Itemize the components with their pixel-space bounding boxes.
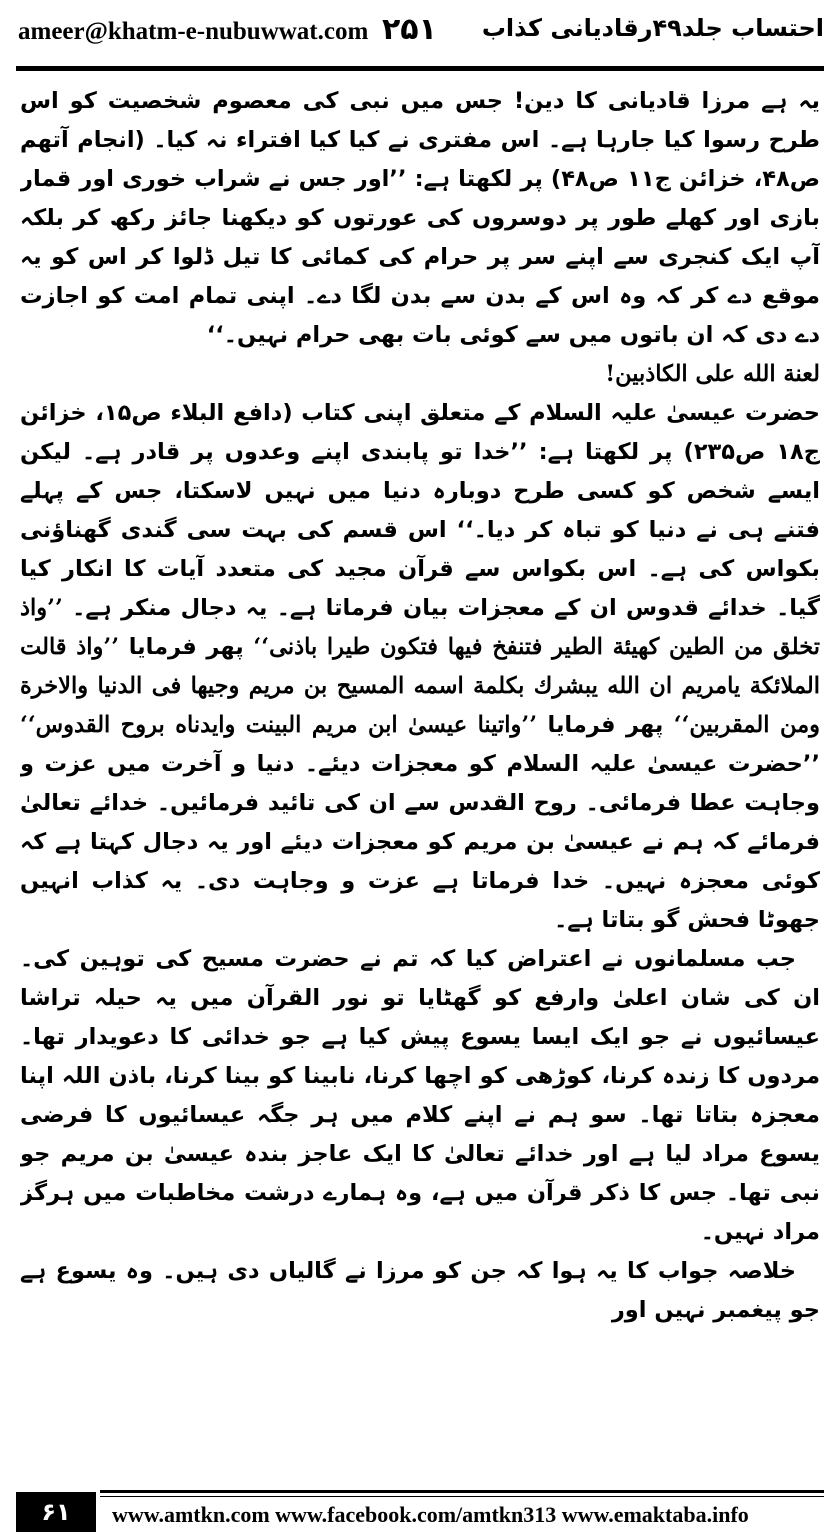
page-header: [0, 0, 840, 70]
page-footer: [0, 1488, 840, 1540]
phir-farmaya-1: پھر فرمایا: [128, 634, 244, 660]
paragraph-3-text: ’’حضرت عیسیٰ علیہ السلام کو معجزات دیئے۔ دنیا و آخرت میں عزت و وجاہت عطا فرمائی۔ روح القدس سے ان کی تائید فرمائیں۔ خدائے تعالیٰ فرمائے کہ ہم نے عیسیٰ بن مریم کو معجزات دیئے اور یہ دجال کہتا ہے کہ کوئی معجزہ نہیں۔ خدا فرماتا ہے عزت و وجاہت دی۔ یہ کذاب انہیں جھوٹا فحش گو بتاتا ہے۔: [20, 751, 820, 933]
header-divider: [16, 66, 824, 71]
phir-farmaya-2: پھر فرمایا: [547, 712, 664, 738]
header-book-title: احتساب جلد۴۹رقادیانی کذاب: [481, 14, 824, 42]
quran-verse-1: ’’واذ تخلق من الطین کهیئة الطیر فتنفخ فیها فتکون طیرا باذنی‘‘: [20, 595, 820, 660]
paragraph-5: خلاصہ جواب کا یہ ہوا کہ جن کو مرزا نے گالیاں دی ہیں۔ وہ یسوع ہے جو پیغمبر نہیں اور: [20, 1258, 820, 1323]
footer-divider-thin: [100, 1496, 824, 1497]
paragraph-1: یہ ہے مرزا قادیانی کا دین! جس میں نبی کی معصوم شخصیت کو اس طرح رسوا کیا جارہا ہے۔ اس مفتری نے کیا کیا افتراء نہ کیا۔ (انجام آتھم ص۴۸، خزائن ج۱۱ ص۴۸) پر لکھتا ہے: ’’اور جس نے شراب خوری اور قمار بازی اور کھلے طور پر دوسروں کی عورتوں کو دیکھنا جائز رکھ کر بلکہ آپ ایک کنجری سے اپنے سر پر حرام کی کمائی کا تیل ڈلوا کر اس کو یہ موقع دے کر کہ وہ اس کے بدن سے بدن لگا دے۔ اپنی تمام امت کو اجازت دے دی کہ ان باتوں میں سے کوئی بات بھی حرام نہیں۔‘‘: [20, 88, 820, 348]
footer-divider: [100, 1490, 824, 1493]
footer-links: www.amtkn.com www.facebook.com/amtkn313 www.emaktaba.info: [112, 1502, 749, 1527]
footer-page-number: ۶۱: [16, 1492, 96, 1532]
header-page-number: ۲۵۱: [382, 12, 437, 47]
quran-verse-2: ’’واذ قالت الملائکة یامریم ان الله یبشرك بكلمة اسمه المسیح بن مریم وجیها فی الدنیا والاخرة ومن المقربین‘‘: [20, 634, 820, 738]
header-email: ameer@khatm-e-nubuwwat.com: [18, 18, 369, 45]
quran-verse-3: ’’واتینا عیسیٰ ابن مریم البینت وایدناه بروح القدوس‘‘: [20, 712, 538, 738]
paragraph-4: جب مسلمانوں نے اعتراض کیا کہ تم نے حضرت مسیح کی توہین کی۔ ان کی شان اعلیٰ وارفع کو گھٹایا تو نور القرآن میں یہ حیلہ تراشا عیسائیوں نے جو ایک ایسا یسوع پیش کیا ہے جو خدائی کا دعویدار تھا۔ مردوں کا زندہ کرنا، کوڑھی کو اچھا کرنا، نابینا کو بینا کرنا، باذن اللہ اپنا معجزہ بتاتا تھا۔ سو ہم نے اپنے کلام میں ہر جگہ عیسائیوں کا فرضی یسوع مراد لیا ہے اور خدائے تعالیٰ کا ایک عاجز بندہ عیسیٰ بن مریم جو نبی تھا۔ جس کا ذکر قرآن میں ہے، وہ ہمارے درشت مخاطبات میں ہرگز مراد نہیں۔: [20, 946, 820, 1245]
curse-line: لعنة الله علی الکاذبین!: [605, 361, 820, 387]
main-text: [20, 82, 820, 1467]
paragraph-2-text: حضرت عیسیٰ علیہ السلام کے متعلق اپنی کتاب (دافع البلاء ص۱۵، خزائن ج۱۸ ص۲۳۵) پر لکھتا ہے: ’’خدا تو پابندی اپنے وعدوں پر قادر ہے۔ لیکن ایسے شخص کو کسی طرح دوبارہ دنیا میں نہیں لاسکتا، جس کے پہلے فتنے ہی نے دنیا کو تباہ کر دیا۔‘‘ اس قسم کی بہت سی گندی گھناؤنی بکواس کی ہے۔ اس بکواس سے قرآن مجید کی متعدد آیات کا انکار کیا گیا۔ خدائے قدوس ان کے معجزات بیان فرماتا ہے۔ یہ دجال منکر ہے۔: [20, 400, 820, 621]
paragraph-2: [20, 394, 820, 940]
